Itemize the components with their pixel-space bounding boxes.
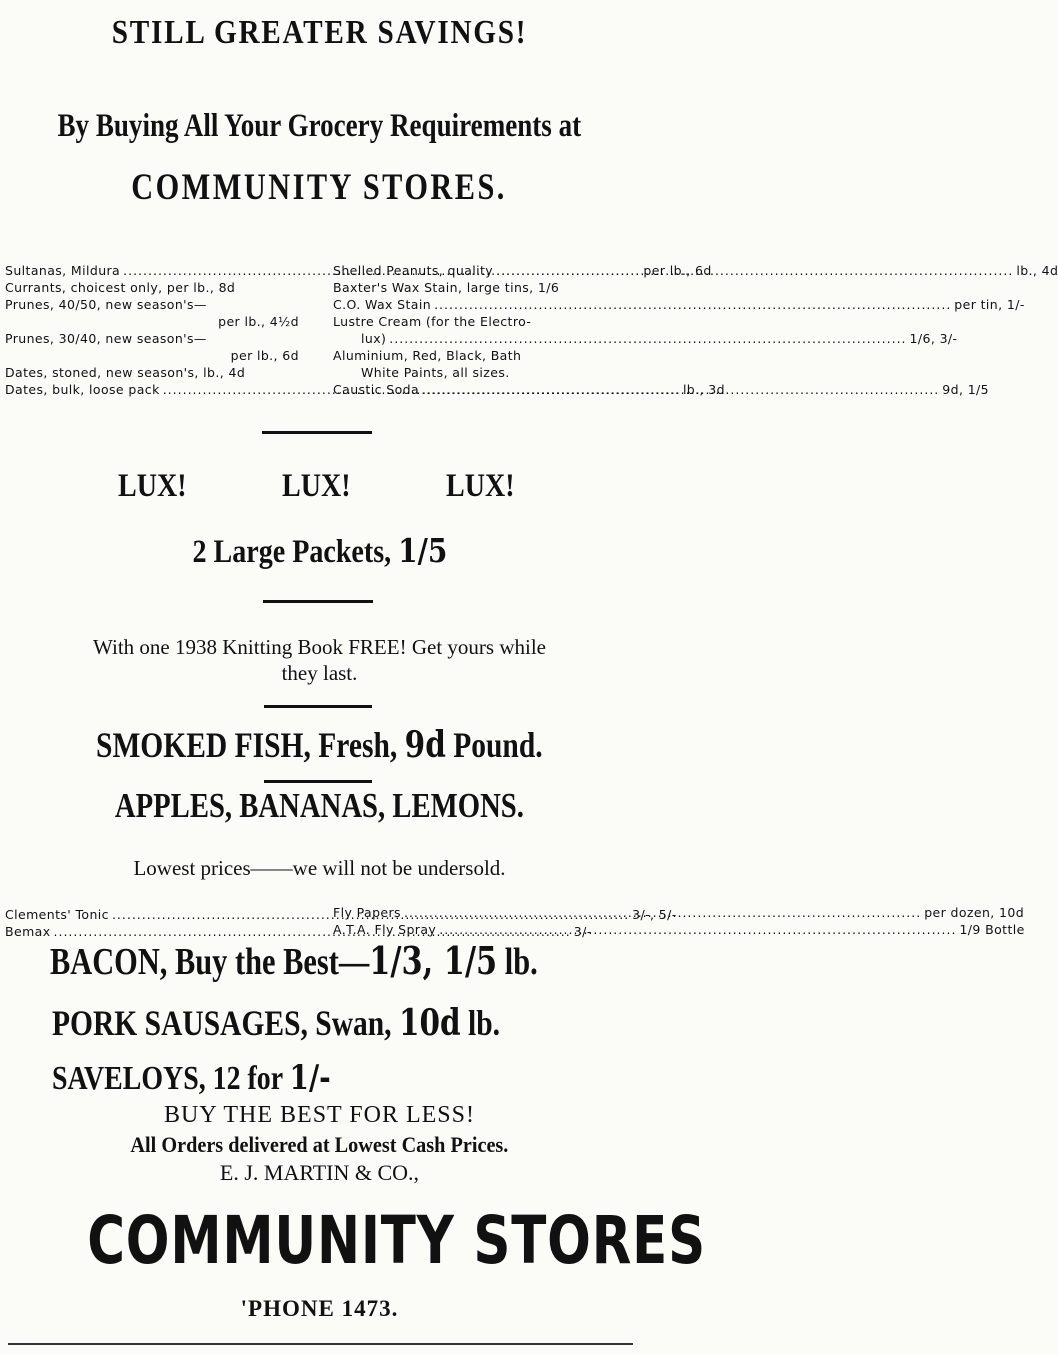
list-item: Caustic Soda ..... 9d, 1/5 (333, 381, 625, 398)
divider-rule (264, 780, 372, 783)
list-item: Baxter's Wax Stain, large tins, 1/6 (333, 280, 560, 295)
list-item: Clements' Tonic ..... 3/-, 5/- (5, 906, 301, 923)
bottom-border (8, 1343, 633, 1345)
saveloys-line: SAVELOYS, 12 for 1/- (52, 1058, 331, 1098)
delivery-note: All Orders delivered at Lowest Cash Prices. (130, 1132, 509, 1157)
pork-line: PORK SAUSAGES, Swan, 10d lb. (52, 1002, 501, 1044)
fish-line: SMOKED FISH, Fresh, 9d Pound. (96, 724, 543, 766)
divider-rule (263, 600, 373, 603)
list-item: A.T.A. Fly Spray ..... 1/9 Bottle (333, 921, 626, 938)
list-item: White Paints, all sizes. (361, 365, 510, 380)
divider-rule (262, 431, 372, 434)
store-name: COMMUNITY STORES. (131, 167, 508, 208)
list-item: Aluminium, Red, Black, Bath (333, 348, 522, 363)
proprietor: E. J. MARTIN & CO., (219, 1160, 420, 1185)
knitting-offer: With one 1938 Knitting Book FREE! Get yours while they last. (93, 635, 546, 685)
list-item: per lb., 4½d (218, 314, 299, 329)
lux-banner (0, 468, 639, 508)
lux-word: LUX! (282, 468, 351, 504)
list-item: Fly Papers ..... per dozen, 10d (333, 904, 626, 921)
list-item: Prunes, 30/40, new season's— (5, 331, 207, 346)
list-item: Sultanas, Mildura ..... per lb., 6d (5, 262, 299, 279)
list-item: Dates, bulk, loose pack ..... lb., 3d (5, 381, 299, 398)
lux-offer-price: 1/5 (397, 531, 447, 570)
lux-word: LUX! (118, 468, 187, 504)
lux-word: LUX! (446, 468, 515, 504)
headline: STILL GREATER SAVINGS! (111, 14, 528, 51)
list-item: per lb., 6d (230, 348, 299, 363)
bacon-line: BACON, Buy the Best—1/3, 1/5 lb. (50, 938, 538, 983)
phone-number: 'PHONE 1473. (240, 1296, 399, 1321)
lowest-prices: Lowest prices——we will not be undersold. (133, 856, 506, 880)
list-item: Bemax ..... 3/- (5, 923, 301, 940)
mid-left-price-list (5, 906, 677, 940)
list-item: C.O. Wax Stain ..... per tin, 1/- (333, 296, 625, 313)
buy-best: BUY THE BEST FOR LESS! (164, 1102, 475, 1128)
list-item: Lustre Cream (for the Electro- (333, 314, 532, 329)
divider-rule (264, 705, 372, 708)
subhead: By Buying All Your Grocery Requirements at (57, 108, 582, 144)
footer-store-name: COMMUNITY STORES (87, 1202, 706, 1279)
list-item: Prunes, 40/50, new season's— (5, 297, 207, 312)
list-item: Currants, choicest only, per lb., 8d (5, 280, 236, 295)
lux-offer: 2 Large Packets, 1/5 (192, 531, 447, 570)
list-item: Dates, stoned, new season's, lb., 4d (5, 365, 246, 380)
list-item: Shelled Peanuts, quality ..... lb., 4d (333, 262, 625, 279)
list-item: lux) ..... 1/6, 3/- (333, 330, 625, 347)
fruit-line: APPLES, BANANAS, LEMONS. (114, 786, 525, 825)
